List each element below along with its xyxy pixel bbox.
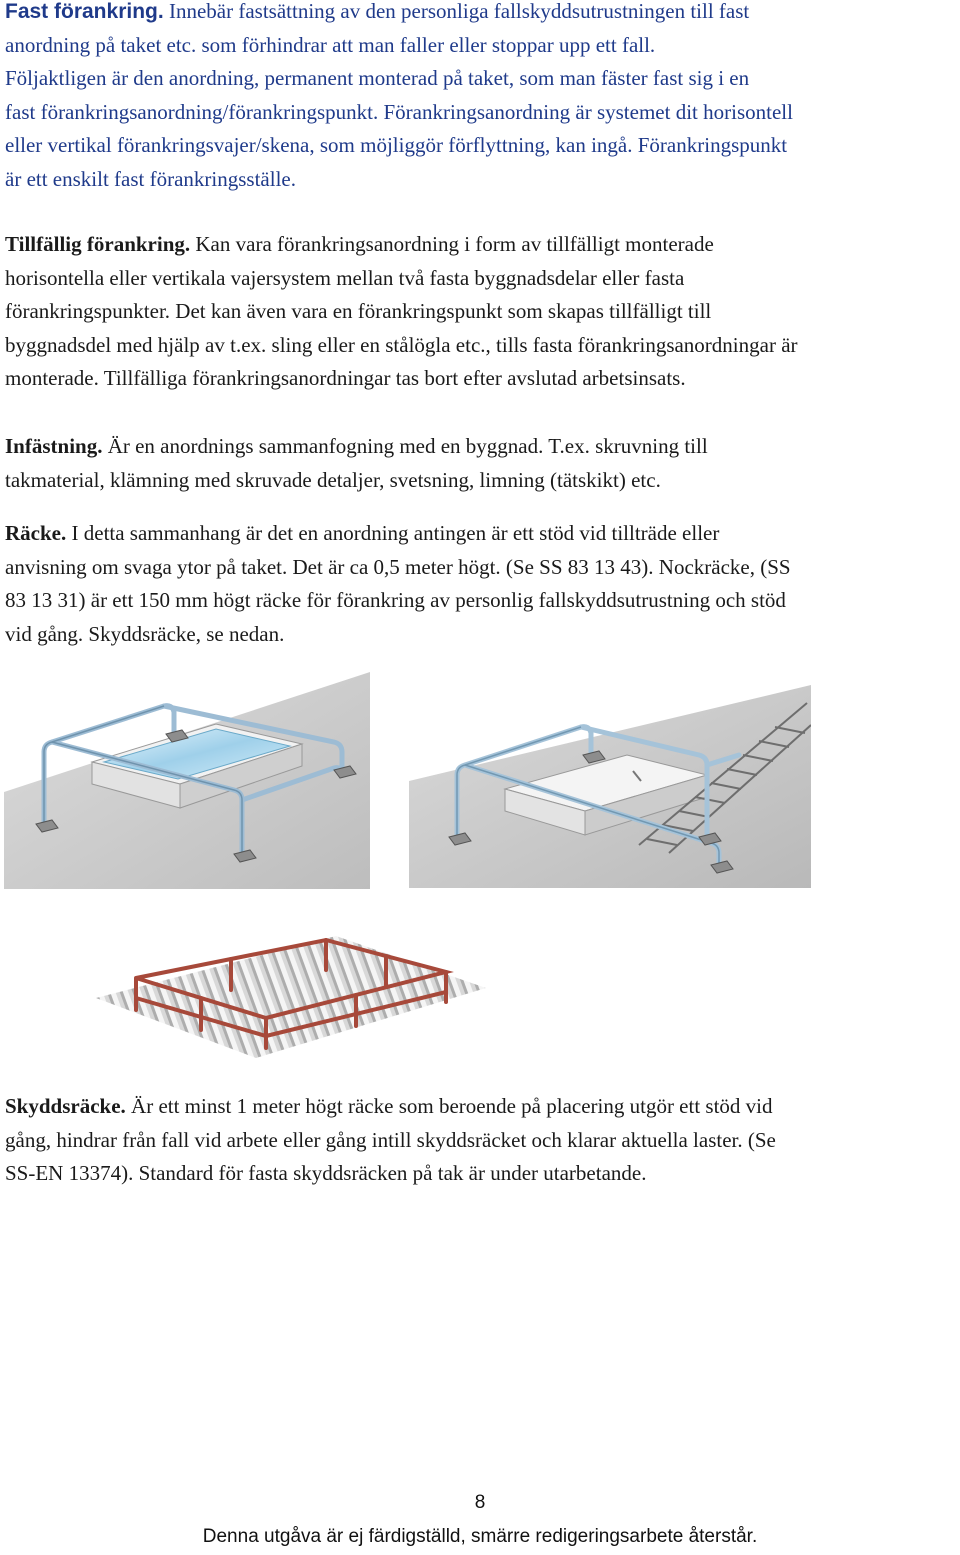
page-number: 8 [474, 1492, 486, 1513]
text-line: I detta sammanhang är det en anordning antingen är ett stöd vid tillträde eller [66, 521, 720, 545]
term-heading: Fast förankring. [5, 0, 164, 23]
text-line: takmaterial, klämning med skruvade detaljer, svetsning, limning (tätskikt) etc. [5, 467, 661, 492]
section-tillfallig-forankring [5, 228, 955, 396]
section-fast-forankring [5, 0, 955, 197]
section-racke [5, 517, 955, 651]
text-line: 83 13 31) är ett 150 mm högt räcke för förankring av personlig fallskyddsutrustning och stöd [5, 588, 786, 613]
text-line: Kan vara förankringsanordning i form av tillfälligt monterade [190, 232, 714, 256]
text-line: gång, hindrar från fall vid arbete eller gång intill skyddsräcket och klarar aktuella laster. (Se [5, 1127, 776, 1152]
red-guardrail-figure [96, 918, 486, 1066]
text-line: Är en anordnings sammanfogning med en byggnad. T.ex. skruvning till [102, 434, 708, 458]
footer-note: Denna utgåva är ej färdigställd, smärre redigeringsarbete återstår. [202, 1526, 758, 1547]
section-skyddsracke [5, 1090, 955, 1191]
text-line: förankringspunkter. Det kan även vara en förankringspunkt som skapas tillfälligt till [5, 299, 712, 324]
term-heading: Räcke. [5, 521, 67, 545]
term-heading: Skyddsräcke. [5, 1094, 126, 1118]
text-line: horisontella eller vertikala vajersystem mellan två fasta byggnadsdelar eller fasta [5, 265, 685, 290]
text-line: fast förankringsanordning/förankringspunkt. Förankringsanordning är systemet dit horisontell [5, 99, 793, 124]
text-line: Är ett minst 1 meter högt räcke som beroende på placering utgör ett stöd vid [125, 1094, 773, 1118]
text-line: anvisning om svaga ytor på taket. Det är ca 0,5 meter högt. (Se SS 83 13 43). Nockräcke, (SS [5, 554, 791, 579]
text-line: är ett enskilt fast förankringsställe. [5, 166, 296, 191]
hatch-railing-figure [409, 685, 811, 888]
term-heading: Infästning. [5, 434, 103, 458]
skylight-railing-figure [4, 672, 370, 889]
text-line: anordning på taket etc. som förhindrar att man faller eller stoppar upp ett fall. [5, 32, 656, 57]
text-line: eller vertikal förankringsvajer/skena, som möjliggör förflyttning, kan ingå. Förankringspunkt [5, 133, 788, 158]
text-line: Innebär fastsättning av den personliga fallskyddsutrustningen till fast [163, 0, 750, 23]
text-line: SS-EN 13374). Standard för fasta skyddsräcken på tak är under utarbetande. [5, 1161, 647, 1186]
text-line: monterade. Tillfälliga förankringsanordningar tas bort efter avslutad arbetsinsats. [5, 366, 686, 391]
term-heading: Tillfällig förankring. [5, 232, 191, 256]
text-line: Följaktligen är den anordning, permanent monterad på taket, som man fäster fast sig i en [5, 66, 750, 91]
text-line: byggnadsdel med hjälp av t.ex. sling eller en stålögla etc., tills fasta förankringsanordningar är [5, 332, 798, 357]
section-infastning [5, 430, 955, 497]
text-line: vid gång. Skyddsräcke, se nedan. [5, 621, 285, 646]
